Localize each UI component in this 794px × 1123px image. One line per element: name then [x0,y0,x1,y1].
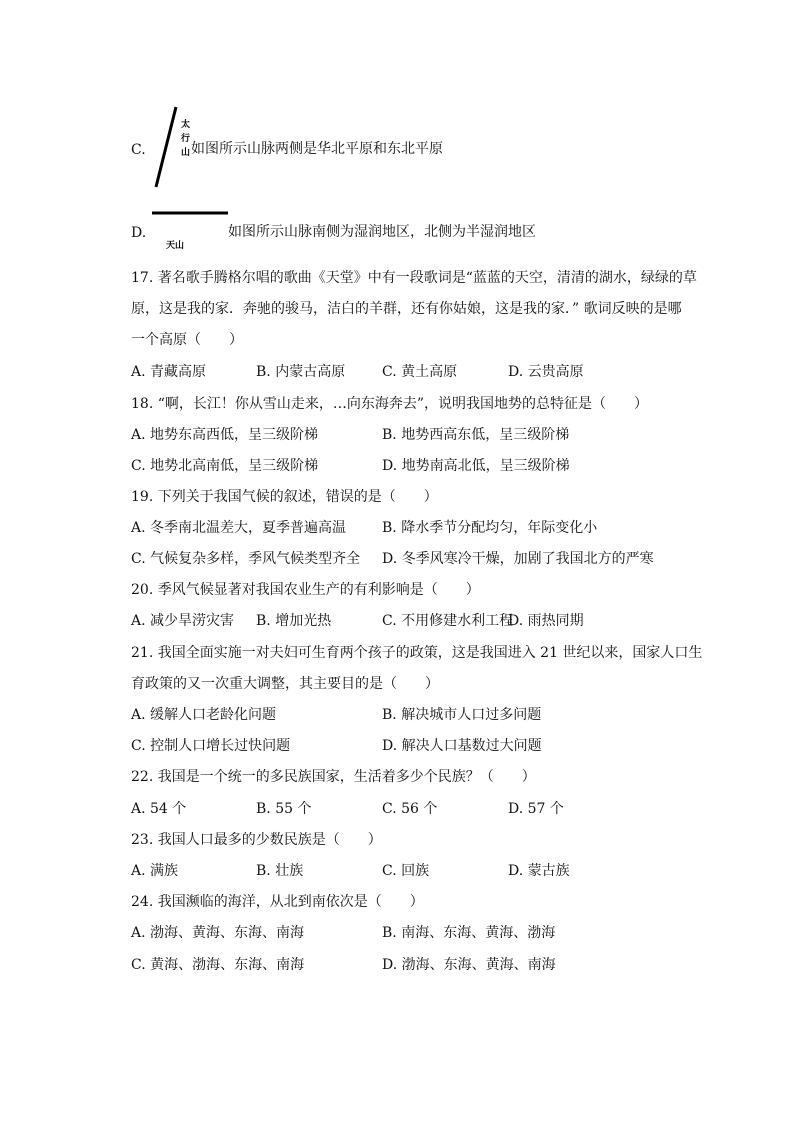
q16-option-d-text: 如图所示山脉南侧为湿润地区，北侧为半湿润地区 [228,224,536,240]
q17-option-d: D. 云贵高原 [508,364,584,380]
q17-stem-line: 原，这是我的家．奔驰的骏马，洁白的羊群，还有你姑娘，这是我的家．” 歌词反映的是哪 [131,301,682,317]
taihang-mountain-figure [152,103,192,193]
q21-option-b: B. 解决城市人口过多问题 [382,707,542,723]
q24-option-d: D. 渤海、东海、黄海、南海 [382,957,556,973]
figure-label-char: 山 [181,148,191,158]
q18-option-c: C. 地势北高南低，呈三级阶梯 [131,458,319,474]
mountain-line [156,107,176,187]
q16-option-c-letter: C. [131,142,146,158]
q21-option-a: A. 缓解人口老龄化问题 [131,707,277,723]
q22-option-b: B. 55 个 [256,801,312,817]
q19-stem: 19. 下列关于我国气候的叙述，错误的是（ ） [131,489,438,505]
q20-option-d: D. 雨热同期 [508,613,584,629]
q20-option-a: A. 减少旱涝灾害 [131,613,235,629]
q20-stem: 20. 季风气候显著对我国农业生产的有利影响是（ ） [131,582,480,598]
q23-option-a: A. 满族 [131,863,179,879]
figure-label-char: 行 [181,134,191,144]
q23-stem: 23. 我国人口最多的少数民族是（ ） [131,832,382,848]
q17-option-c: C. 黄土高原 [382,364,458,380]
q23-option-d: D. 蒙古族 [508,863,570,879]
q19-option-a: A. 冬季南北温差大，夏季普遍高温 [131,520,347,536]
q16-option-c-text: 如图所示山脉两侧是华北平原和东北平原 [191,141,443,157]
q21-option-d: D. 解决人口基数过大问题 [382,738,542,754]
q23-option-c: C. 回族 [382,863,430,879]
q17-stem-line: 一个高原（ ） [131,332,243,348]
tianshan-mountain-figure [150,210,230,254]
q17-stem-line: 17. 著名歌手腾格尔唱的歌曲《天堂》中有一段歌词是“蓝蓝的天空，清清的湖水，绿绿的草 [131,270,697,286]
figure-label-char: 太 [181,120,191,130]
q22-option-d: D. 57 个 [508,801,564,817]
q18-option-d: D. 地势南高北低，呈三级阶梯 [382,458,570,474]
q24-option-c: C. 黄海、渤海、东海、南海 [131,957,305,973]
q21-stem-line: 育政策的又一次重大调整，其主要目的是（ ） [131,676,439,692]
q22-option-a: A. 54 个 [131,801,187,817]
q18-stem: 18. “啊，长江！你从雪山走来，…向东海奔去”，说明我国地势的总特征是（ ） [131,396,649,412]
q18-option-a: A. 地势东高西低，呈三级阶梯 [131,427,319,443]
q19-option-b: B. 降水季节分配均匀，年际变化小 [382,520,598,536]
q17-option-b: B. 内蒙古高原 [256,364,346,380]
figure-label: 天山 [166,241,185,251]
q24-option-a: A. 渤海、黄海、东海、南海 [131,925,305,941]
q16-option-d-letter: D. [131,225,147,241]
q24-stem: 24. 我国濒临的海洋，从北到南依次是（ ） [131,894,424,910]
q22-option-c: C. 56 个 [382,801,438,817]
q19-option-c: C. 气候复杂多样，季风气候类型齐全 [131,551,361,567]
q19-option-d: D. 冬季风寒冷干燥，加剧了我国北方的严寒 [382,551,654,567]
q21-option-c: C. 控制人口增长过快问题 [131,738,291,754]
q20-option-c: C. 不用修建水利工程 [382,613,514,629]
q17-option-a: A. 青藏高原 [131,364,207,380]
q24-option-b: B. 南海、东海、黄海、渤海 [382,925,556,941]
q22-stem: 22. 我国是一个统一的多民族国家，生活着多少个民族？（ ） [131,769,536,785]
q18-option-b: B. 地势西高东低，呈三级阶梯 [382,427,570,443]
q23-option-b: B. 壮族 [256,863,304,879]
q21-stem-line: 21. 我国全面实施一对夫妇可生育两个孩子的政策，这是我国进入 21 世纪以来，国家人口生 [131,645,703,661]
q20-option-b: B. 增加光热 [256,613,332,629]
